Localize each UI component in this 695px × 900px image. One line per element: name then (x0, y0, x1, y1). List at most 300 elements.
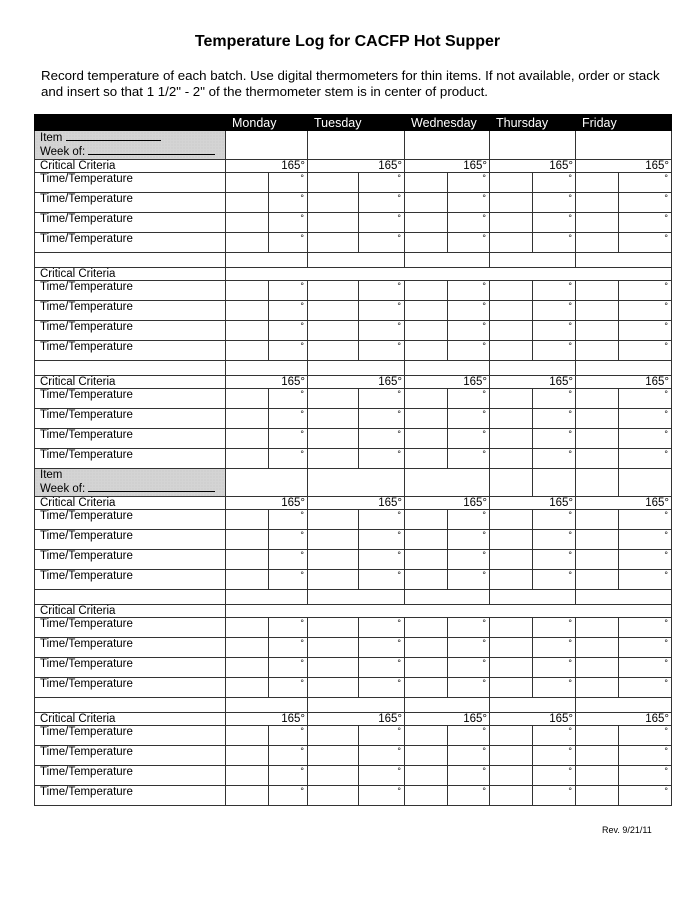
critical-value: 165° (226, 160, 308, 173)
time-cell[interactable] (576, 193, 619, 213)
time-cell[interactable] (226, 726, 269, 746)
item-cell[interactable] (405, 131, 490, 160)
temperature-cell[interactable]: ° (448, 570, 490, 590)
item-cell[interactable] (533, 469, 576, 497)
blank-cell[interactable] (308, 361, 405, 376)
time-temperature-row (35, 173, 672, 193)
time-cell[interactable] (490, 746, 533, 766)
time-cell[interactable] (576, 658, 619, 678)
temperature-cell[interactable]: ° (448, 746, 490, 766)
temperature-cell[interactable]: ° (359, 550, 405, 570)
time-cell[interactable] (405, 389, 448, 409)
time-cell[interactable] (308, 281, 359, 301)
time-cell[interactable] (226, 173, 269, 193)
time-cell[interactable] (576, 301, 619, 321)
time-cell[interactable] (576, 409, 619, 429)
time-cell[interactable] (308, 173, 359, 193)
temperature-cell[interactable]: ° (533, 213, 576, 233)
temperature-cell[interactable]: ° (269, 786, 308, 806)
temperature-cell[interactable]: ° (269, 618, 308, 638)
time-cell[interactable] (226, 786, 269, 806)
time-cell[interactable] (226, 510, 269, 530)
time-cell[interactable] (490, 389, 533, 409)
temperature-cell[interactable]: ° (269, 550, 308, 570)
time-cell[interactable] (226, 766, 269, 786)
time-cell[interactable] (405, 233, 448, 253)
temperature-cell[interactable]: ° (533, 449, 576, 469)
temperature-cell[interactable]: ° (359, 570, 405, 590)
critical-criteria-label: Critical Criteria (35, 605, 226, 618)
time-cell[interactable] (576, 389, 619, 409)
time-cell[interactable] (226, 570, 269, 590)
time-cell[interactable] (576, 638, 619, 658)
temperature-cell[interactable]: ° (619, 429, 672, 449)
blank-cell[interactable] (405, 253, 490, 268)
time-cell[interactable] (226, 658, 269, 678)
time-cell[interactable] (576, 530, 619, 550)
time-temperature-label: Time/Temperature (35, 173, 226, 193)
temperature-cell[interactable]: ° (269, 301, 308, 321)
temperature-cell[interactable]: ° (533, 193, 576, 213)
temperature-cell[interactable]: ° (269, 429, 308, 449)
time-cell[interactable] (308, 550, 359, 570)
blank-cell[interactable] (576, 253, 672, 268)
temperature-cell[interactable]: ° (533, 389, 576, 409)
time-cell[interactable] (405, 510, 448, 530)
temperature-cell[interactable]: ° (533, 301, 576, 321)
temperature-cell[interactable]: ° (359, 726, 405, 746)
temperature-cell[interactable]: ° (533, 658, 576, 678)
time-cell[interactable] (226, 321, 269, 341)
item-header-row (35, 131, 672, 160)
time-cell[interactable] (308, 766, 359, 786)
time-cell[interactable] (226, 746, 269, 766)
time-cell[interactable] (308, 429, 359, 449)
temperature-cell[interactable]: ° (359, 173, 405, 193)
time-cell[interactable] (405, 409, 448, 429)
critical-criteria-row (35, 376, 672, 389)
time-cell[interactable] (308, 746, 359, 766)
time-cell[interactable] (405, 449, 448, 469)
time-cell[interactable] (490, 233, 533, 253)
time-cell[interactable] (308, 618, 359, 638)
temperature-cell[interactable]: ° (359, 510, 405, 530)
temperature-cell[interactable]: ° (448, 530, 490, 550)
temperature-cell[interactable]: ° (448, 658, 490, 678)
temperature-cell[interactable]: ° (359, 409, 405, 429)
time-temperature-row (35, 618, 672, 638)
critical-value-blank[interactable] (226, 268, 672, 281)
temperature-cell[interactable]: ° (269, 389, 308, 409)
temperature-cell[interactable]: ° (533, 409, 576, 429)
blank-cell[interactable] (308, 253, 405, 268)
temperature-cell[interactable]: ° (448, 409, 490, 429)
time-cell[interactable] (576, 726, 619, 746)
temperature-cell[interactable]: ° (619, 678, 672, 698)
time-cell[interactable] (308, 449, 359, 469)
blank-cell[interactable] (308, 698, 405, 713)
blank-cell[interactable] (226, 698, 308, 713)
temperature-cell[interactable]: ° (269, 409, 308, 429)
temperature-cell[interactable]: ° (619, 726, 672, 746)
time-cell[interactable] (576, 766, 619, 786)
time-cell[interactable] (226, 618, 269, 638)
temperature-cell[interactable]: ° (619, 213, 672, 233)
blank-cell[interactable] (490, 590, 576, 605)
temperature-cell[interactable]: ° (533, 766, 576, 786)
temperature-cell[interactable]: ° (533, 429, 576, 449)
temperature-cell[interactable]: ° (448, 550, 490, 570)
temperature-cell[interactable]: ° (533, 173, 576, 193)
temperature-cell[interactable]: ° (269, 510, 308, 530)
temperature-cell[interactable]: ° (619, 409, 672, 429)
time-cell[interactable] (576, 213, 619, 233)
critical-value: 165° (576, 376, 672, 389)
temperature-cell[interactable]: ° (619, 550, 672, 570)
time-cell[interactable] (308, 726, 359, 746)
time-temperature-row (35, 301, 672, 321)
temperature-cell[interactable]: ° (619, 301, 672, 321)
temperature-cell[interactable]: ° (619, 281, 672, 301)
blank-cell[interactable] (226, 361, 308, 376)
spacer-row (35, 253, 672, 268)
temperature-cell[interactable]: ° (448, 389, 490, 409)
time-cell[interactable] (405, 746, 448, 766)
temperature-cell[interactable]: ° (448, 193, 490, 213)
time-cell[interactable] (405, 530, 448, 550)
item-name-field[interactable] (66, 131, 161, 141)
time-cell[interactable] (308, 213, 359, 233)
temperature-cell[interactable]: ° (448, 301, 490, 321)
temperature-cell[interactable]: ° (533, 550, 576, 570)
time-cell[interactable] (405, 213, 448, 233)
temperature-cell[interactable]: ° (269, 173, 308, 193)
time-cell[interactable] (405, 321, 448, 341)
time-cell[interactable] (308, 233, 359, 253)
time-cell[interactable] (490, 213, 533, 233)
critical-value: 165° (490, 497, 576, 510)
time-cell[interactable] (308, 341, 359, 361)
time-cell[interactable] (490, 786, 533, 806)
time-cell[interactable] (405, 570, 448, 590)
item-cell[interactable] (576, 469, 619, 497)
temperature-cell[interactable]: ° (359, 321, 405, 341)
time-cell[interactable] (490, 510, 533, 530)
time-cell[interactable] (226, 281, 269, 301)
temperature-cell[interactable]: ° (359, 449, 405, 469)
temperature-cell[interactable]: ° (533, 341, 576, 361)
time-cell[interactable] (226, 341, 269, 361)
time-cell[interactable] (576, 341, 619, 361)
time-cell[interactable] (226, 638, 269, 658)
time-cell[interactable] (405, 766, 448, 786)
item-cell[interactable] (405, 469, 490, 497)
temperature-cell[interactable]: ° (269, 530, 308, 550)
temperature-cell[interactable]: ° (269, 658, 308, 678)
critical-value: 165° (226, 713, 308, 726)
temperature-cell[interactable]: ° (269, 233, 308, 253)
time-cell[interactable] (226, 213, 269, 233)
temperature-cell[interactable]: ° (533, 510, 576, 530)
temperature-cell[interactable]: ° (269, 213, 308, 233)
temperature-cell[interactable]: ° (359, 766, 405, 786)
time-cell[interactable] (405, 550, 448, 570)
time-cell[interactable] (226, 429, 269, 449)
item-cell[interactable] (308, 469, 405, 497)
time-cell[interactable] (405, 173, 448, 193)
temperature-cell[interactable]: ° (359, 213, 405, 233)
temperature-cell[interactable]: ° (448, 341, 490, 361)
temperature-cell[interactable]: ° (619, 618, 672, 638)
critical-value: 165° (490, 713, 576, 726)
temperature-cell[interactable]: ° (448, 233, 490, 253)
time-temperature-label: Time/Temperature (35, 678, 226, 698)
temperature-cell[interactable]: ° (619, 570, 672, 590)
blank-cell[interactable] (576, 361, 672, 376)
time-temperature-row (35, 429, 672, 449)
time-temperature-label: Time/Temperature (35, 570, 226, 590)
time-cell[interactable] (308, 510, 359, 530)
time-cell[interactable] (490, 429, 533, 449)
temperature-cell[interactable]: ° (619, 638, 672, 658)
time-cell[interactable] (405, 341, 448, 361)
item-cell[interactable] (490, 469, 533, 497)
temperature-cell[interactable]: ° (448, 429, 490, 449)
temperature-cell[interactable]: ° (269, 766, 308, 786)
blank-cell[interactable] (405, 698, 490, 713)
temperature-cell[interactable]: ° (269, 570, 308, 590)
temperature-cell[interactable]: ° (533, 570, 576, 590)
blank-cell[interactable] (405, 590, 490, 605)
time-cell[interactable] (226, 678, 269, 698)
item-cell[interactable] (619, 469, 672, 497)
temperature-cell[interactable]: ° (359, 281, 405, 301)
time-cell[interactable] (576, 321, 619, 341)
blank-cell[interactable] (490, 361, 576, 376)
temperature-cell[interactable]: ° (619, 658, 672, 678)
temperature-cell[interactable]: ° (448, 173, 490, 193)
temperature-cell[interactable]: ° (269, 726, 308, 746)
week-of-field[interactable] (88, 145, 215, 155)
time-cell[interactable] (576, 618, 619, 638)
item-cell[interactable] (226, 469, 308, 497)
temperature-cell[interactable]: ° (619, 389, 672, 409)
critical-value: 165° (308, 376, 405, 389)
critical-value: 165° (226, 497, 308, 510)
time-cell[interactable] (308, 301, 359, 321)
time-cell[interactable] (490, 678, 533, 698)
temperature-cell[interactable]: ° (533, 281, 576, 301)
blank-cell[interactable] (576, 590, 672, 605)
temperature-cell[interactable]: ° (359, 389, 405, 409)
item-cell[interactable] (490, 131, 576, 160)
time-cell[interactable] (405, 618, 448, 638)
temperature-cell[interactable]: ° (359, 341, 405, 361)
critical-value: 165° (226, 376, 308, 389)
temperature-cell[interactable]: ° (619, 510, 672, 530)
temperature-cell[interactable]: ° (359, 638, 405, 658)
temperature-cell[interactable]: ° (359, 429, 405, 449)
critical-value: 165° (490, 160, 576, 173)
time-cell[interactable] (226, 193, 269, 213)
temperature-cell[interactable]: ° (269, 193, 308, 213)
time-cell[interactable] (576, 510, 619, 530)
time-cell[interactable] (405, 301, 448, 321)
item-cell[interactable] (576, 131, 672, 160)
temperature-cell[interactable]: ° (448, 766, 490, 786)
time-cell[interactable] (226, 449, 269, 469)
temperature-cell[interactable]: ° (448, 281, 490, 301)
time-cell[interactable] (576, 173, 619, 193)
temperature-cell[interactable]: ° (619, 449, 672, 469)
time-cell[interactable] (490, 766, 533, 786)
temperature-cell[interactable]: ° (533, 321, 576, 341)
time-cell[interactable] (405, 786, 448, 806)
temperature-cell[interactable]: ° (619, 786, 672, 806)
time-cell[interactable] (226, 530, 269, 550)
time-cell[interactable] (308, 409, 359, 429)
temperature-cell[interactable]: ° (359, 193, 405, 213)
temperature-cell[interactable]: ° (448, 638, 490, 658)
time-cell[interactable] (490, 173, 533, 193)
item-cell[interactable] (308, 131, 405, 160)
time-cell[interactable] (576, 233, 619, 253)
critical-value: 165° (405, 376, 490, 389)
temperature-cell[interactable]: ° (359, 746, 405, 766)
temperature-cell[interactable]: ° (619, 766, 672, 786)
time-cell[interactable] (405, 429, 448, 449)
time-cell[interactable] (576, 449, 619, 469)
time-cell[interactable] (226, 409, 269, 429)
time-cell[interactable] (405, 678, 448, 698)
temperature-cell[interactable]: ° (448, 213, 490, 233)
time-cell[interactable] (308, 193, 359, 213)
week-of-field[interactable] (88, 482, 215, 492)
time-cell[interactable] (308, 678, 359, 698)
temperature-cell[interactable]: ° (359, 658, 405, 678)
temperature-cell[interactable]: ° (448, 321, 490, 341)
temperature-cell[interactable]: ° (448, 678, 490, 698)
time-cell[interactable] (405, 281, 448, 301)
time-cell[interactable] (226, 233, 269, 253)
temperature-cell[interactable]: ° (619, 530, 672, 550)
time-cell[interactable] (490, 530, 533, 550)
blank-cell[interactable] (308, 590, 405, 605)
time-cell[interactable] (490, 726, 533, 746)
time-cell[interactable] (576, 281, 619, 301)
critical-value-blank[interactable] (226, 605, 672, 618)
time-cell[interactable] (576, 550, 619, 570)
temperature-cell[interactable]: ° (533, 786, 576, 806)
temperature-cell[interactable]: ° (533, 530, 576, 550)
time-temperature-row (35, 658, 672, 678)
time-cell[interactable] (576, 786, 619, 806)
time-cell[interactable] (490, 341, 533, 361)
time-cell[interactable] (490, 301, 533, 321)
time-cell[interactable] (490, 570, 533, 590)
time-cell[interactable] (576, 429, 619, 449)
temperature-cell[interactable]: ° (448, 786, 490, 806)
blank-cell[interactable] (226, 590, 308, 605)
temperature-cell[interactable]: ° (619, 173, 672, 193)
temperature-cell[interactable]: ° (619, 746, 672, 766)
time-cell[interactable] (308, 786, 359, 806)
temperature-cell[interactable]: ° (269, 341, 308, 361)
temperature-cell[interactable]: ° (359, 678, 405, 698)
time-cell[interactable] (226, 389, 269, 409)
time-cell[interactable] (576, 678, 619, 698)
temperature-cell[interactable]: ° (269, 449, 308, 469)
time-cell[interactable] (490, 193, 533, 213)
temperature-cell[interactable]: ° (269, 638, 308, 658)
blank-cell[interactable] (405, 361, 490, 376)
time-cell[interactable] (490, 281, 533, 301)
temperature-cell[interactable]: ° (359, 786, 405, 806)
time-cell[interactable] (308, 658, 359, 678)
time-cell[interactable] (308, 570, 359, 590)
time-cell[interactable] (490, 618, 533, 638)
time-cell[interactable] (405, 726, 448, 746)
temperature-cell[interactable]: ° (619, 341, 672, 361)
temperature-cell[interactable]: ° (533, 233, 576, 253)
time-cell[interactable] (405, 658, 448, 678)
temperature-cell[interactable]: ° (619, 321, 672, 341)
time-cell[interactable] (490, 638, 533, 658)
time-cell[interactable] (405, 193, 448, 213)
item-cell[interactable] (226, 131, 308, 160)
time-cell[interactable] (308, 321, 359, 341)
temperature-cell[interactable]: ° (359, 233, 405, 253)
temperature-cell[interactable]: ° (448, 726, 490, 746)
time-cell[interactable] (576, 570, 619, 590)
temperature-cell[interactable]: ° (269, 281, 308, 301)
temperature-cell[interactable]: ° (533, 678, 576, 698)
temperature-cell[interactable]: ° (269, 321, 308, 341)
time-cell[interactable] (308, 389, 359, 409)
temperature-cell[interactable]: ° (269, 678, 308, 698)
time-cell[interactable] (308, 638, 359, 658)
time-cell[interactable] (490, 550, 533, 570)
critical-criteria-row (35, 605, 672, 618)
temperature-cell[interactable]: ° (448, 618, 490, 638)
temperature-cell[interactable]: ° (533, 746, 576, 766)
blank-cell[interactable] (226, 253, 308, 268)
blank-cell[interactable] (490, 698, 576, 713)
temperature-cell[interactable]: ° (619, 233, 672, 253)
time-cell[interactable] (226, 301, 269, 321)
time-cell[interactable] (576, 746, 619, 766)
temperature-cell[interactable]: ° (359, 301, 405, 321)
temperature-cell[interactable]: ° (533, 618, 576, 638)
temperature-cell[interactable]: ° (359, 618, 405, 638)
temperature-cell[interactable]: ° (533, 638, 576, 658)
temperature-cell[interactable]: ° (269, 746, 308, 766)
time-cell[interactable] (405, 638, 448, 658)
blank-cell[interactable] (490, 253, 576, 268)
time-cell[interactable] (308, 530, 359, 550)
time-cell[interactable] (490, 658, 533, 678)
time-cell[interactable] (226, 550, 269, 570)
temperature-cell[interactable]: ° (533, 726, 576, 746)
time-cell[interactable] (490, 449, 533, 469)
blank-cell[interactable] (576, 698, 672, 713)
temperature-cell[interactable]: ° (448, 510, 490, 530)
time-cell[interactable] (490, 321, 533, 341)
temperature-cell[interactable]: ° (448, 449, 490, 469)
temperature-cell[interactable]: ° (359, 530, 405, 550)
temperature-cell[interactable]: ° (619, 193, 672, 213)
time-cell[interactable] (490, 409, 533, 429)
